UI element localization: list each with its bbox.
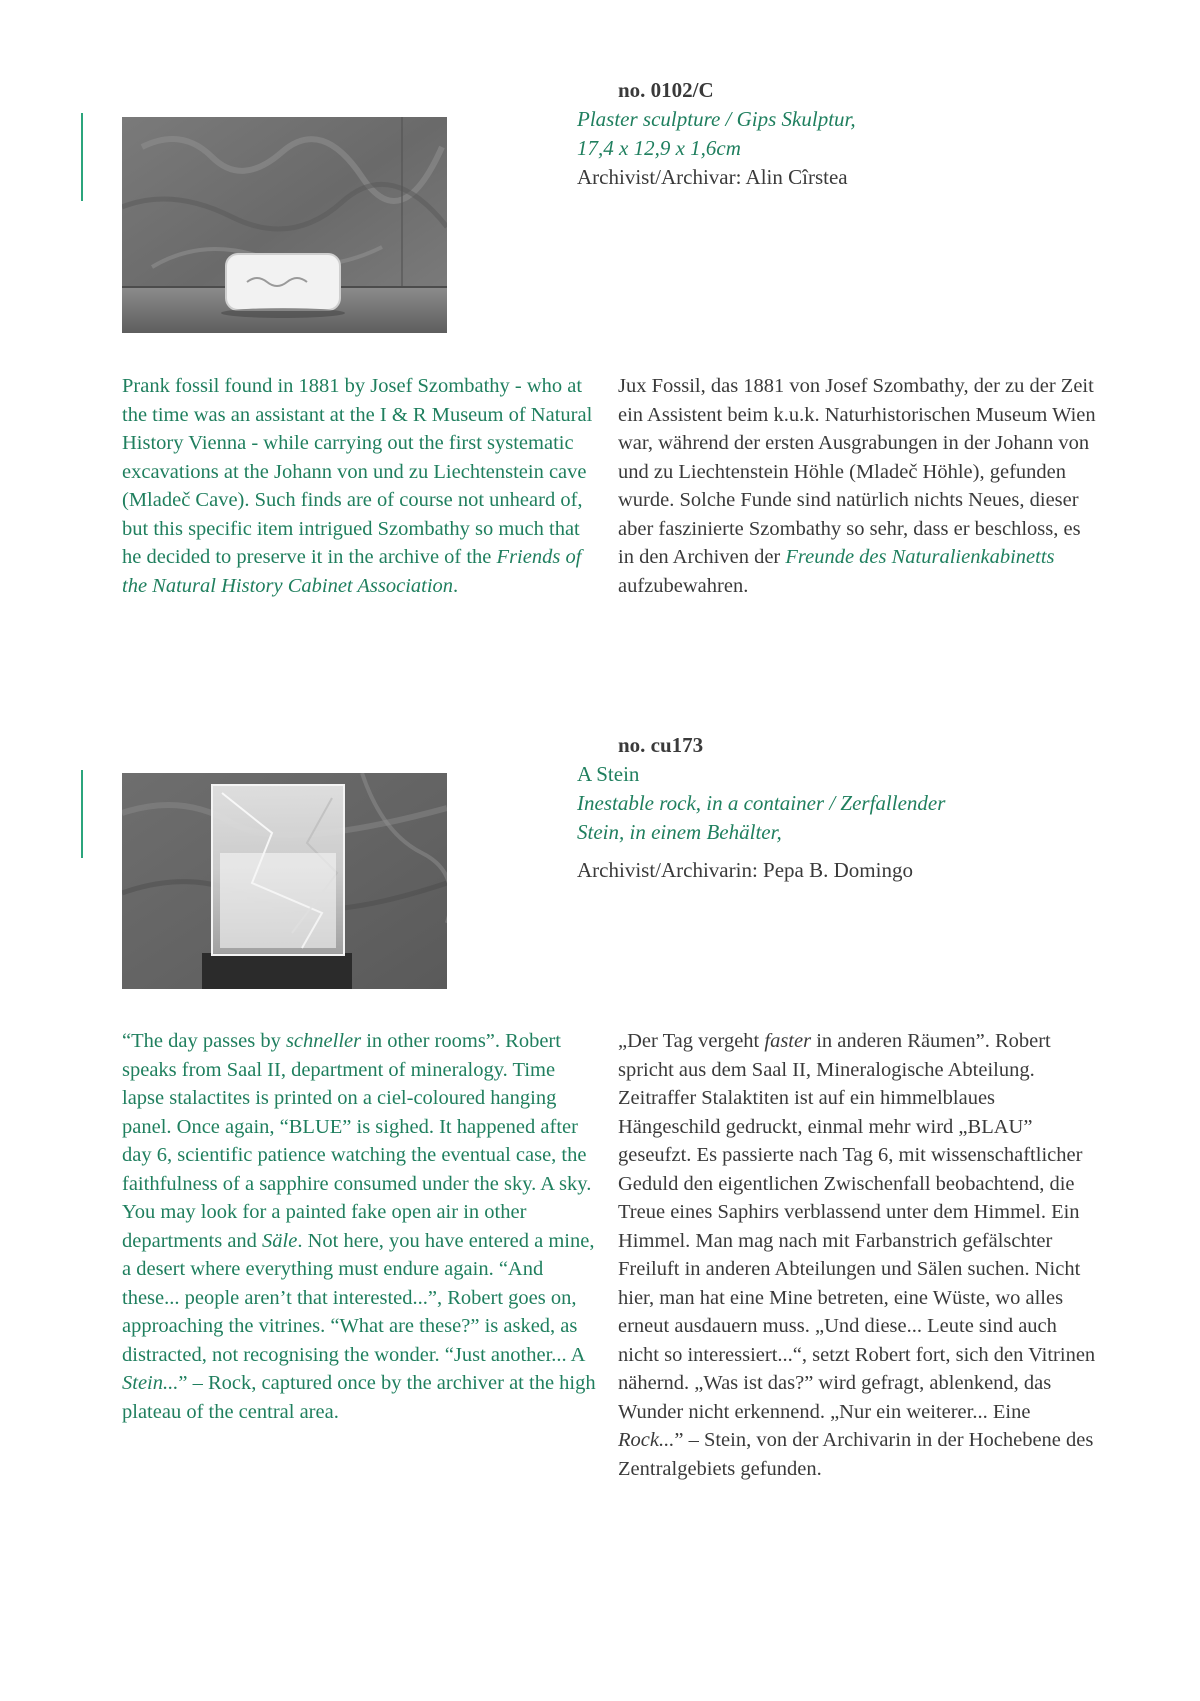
entry-1-german-text: Jux Fossil, das 1881 von Josef Szombathy, der zu der Zeit ein Assistent beim k.u.k. Naturhistorischen Museum Wien war, während der ersten Ausgrabungen in der Johann von und zu Liechtenstein Höhle (Mladeč Höhle), gefunden wurde. Solche Funde sind natürlich nichts Neues, dieser aber faszinierte Szombathy so sehr, dass er beschloss, es in den Archiven der Freunde des Naturalienkabinetts aufzubewahren. [618,375,1096,597]
entry-2-archivist: Archivist/Archivarin: Pepa B. Domingo [577,858,913,882]
accent-bar-entry-1 [81,113,83,201]
entry-1-number: no. 0102/C [618,78,714,102]
photo-plaster-sculpture [122,117,447,333]
entry-1-metadata [577,76,1137,192]
photo-stone-container [122,773,447,989]
accent-bar-entry-2 [81,770,83,858]
entry-2-name: A Stein [577,762,640,786]
entry-1-title: Plaster sculpture / Gips Skulptur, [577,107,856,131]
entry-2-title-line-2: Stein, in einem Behälter, [577,820,782,844]
entry-2-number: no. cu173 [618,733,704,757]
entry-2-title-line-1: Inestable rock, in a container / Zerfallender [577,791,946,815]
entry-2-metadata [577,731,1137,885]
entry-1-english-text: Prank fossil found in 1881 by Josef Szombathy - who at the time was an assistant at the I & R Museum of Natural History Vienna - while carrying out the first systematic excavations at the Johann von und zu Liechtenstein cave (Mladeč Cave). Such finds are of course not unheard of, but this specific item intrigued Szombathy so much that he decided to preserve it in the archive of the Friends of the Natural History Cabinet Association. [122,375,593,597]
entry-2-english-text: “The day passes by schneller in other rooms”. Robert speaks from Saal II, department of mineralogy. Time lapse stalactites is printed on a ciel-coloured hanging panel. Once again, “BLUE” is sighed. It happened after day 6, scientific patience watching the eventual case, the faithfulness of a sapphire consumed under the sky. A sky. You may look for a painted fake open air in other departments and Säle. Not here, you have entered a mine, a desert where everything must endure again. “And these... people aren’t that interested...”, Robert goes on, approaching the vitrines. “What are these?” is asked, as distracted, not recognising the wonder. “Just another... A Stein...” – Rock, captured once by the archiver at the high plateau of the central area. [122,1030,596,1423]
entry-1-archivist: Archivist/Archivar: Alin Cîrstea [577,165,848,189]
entry-1-dimensions: 17,4 x 12,9 x 1,6cm [577,136,741,160]
entry-2-german-text: „Der Tag vergeht faster in anderen Räumen”. Robert spricht aus dem Saal II, Mineralogische Abteilung. Zeitraffer Stalaktiten ist auf ein himmelblaues Hängeschild gedruckt, einmal mehr wird „BLAU” geseufzt. Es passierte nach Tag 6, mit wissenschaftlicher Geduld den eigentlichen Zwischenfall beobachtend, die Treue eines Saphirs verblassend unter dem Himmel. Ein Himmel. Man mag nach mit Farbanstrich gefälschter Freiluft in anderen Abteilungen und Sälen suchen. Nicht hier, man hat eine Mine betreten, eine Wüste, wo alles erneut ausdauern muss. „Und diese... Leute sind auch nicht so interessiert...“, setzt Robert fort, sich den Vitrinen nähernd. „Was ist das?” wird gefragt, ablenkend, das Wunder nicht erkennend. „Nur ein weiterer... Eine Rock...” – Stein, von der Archivarin in der Hochebene des Zentralgebiets gefunden. [618,1030,1096,1480]
